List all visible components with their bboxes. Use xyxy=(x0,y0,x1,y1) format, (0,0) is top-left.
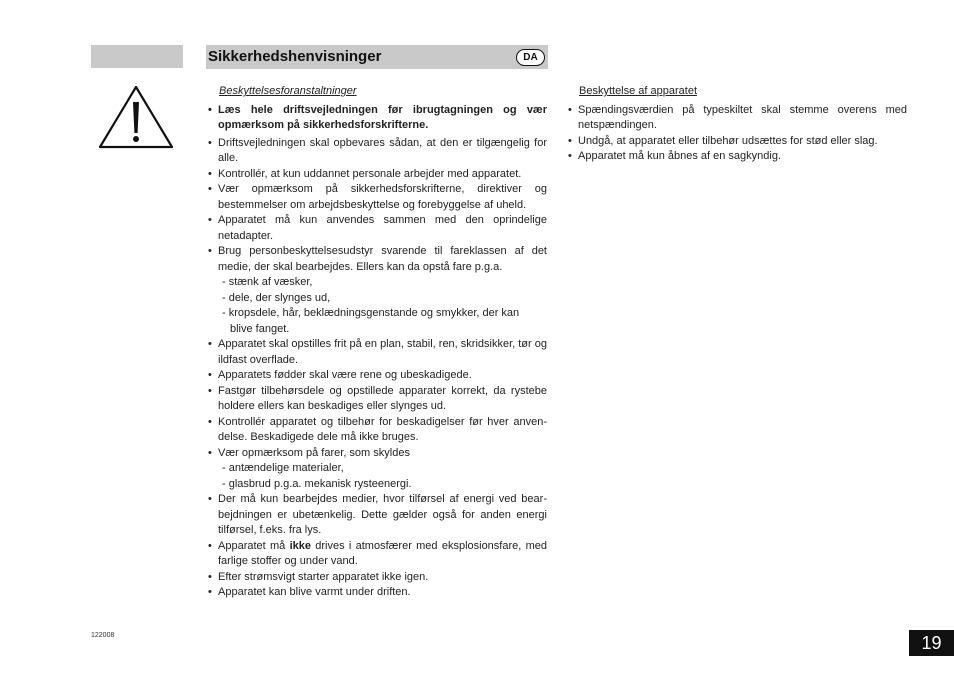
list-item: • Apparatet må kun anvendes sammen med den oprindelige netadapter. xyxy=(206,213,547,244)
dash-item-continuation: blive fanget. xyxy=(230,322,290,335)
list-item: • Efter strømsvigt starter apparatet ikke igen. xyxy=(206,570,547,586)
list-item: • Kontrollér apparatet og tilbehør for beskadigelser før hver anven- delse. Beskadigede dele må ikke bruges. xyxy=(206,415,547,446)
dash-item: - kropsdele, hår, beklædningsgenstande og smykker, der kan xyxy=(222,307,520,319)
list-item: • Apparatets fødder skal være rene og ubeskadigede. xyxy=(206,368,547,384)
list-item: • Læs hele driftsvejledningen før ibrugtagningen og vær opmærksom på sikkerhedsforskrifterne. xyxy=(206,103,547,134)
list-item: • Apparatet må kun åbnes af en sagkyndig. xyxy=(566,149,907,165)
atex-text-before: Apparatet må xyxy=(218,539,290,552)
dash-item: - dele, der slynges ud, xyxy=(222,291,331,304)
list-item: • Kontrollér, at kun uddannet personale arbejder med apparatet. xyxy=(206,167,547,183)
list-item: • Vær opmærksom på farer, som skyldes xyxy=(206,446,547,462)
dash-item: - stænk af væsker, xyxy=(222,276,313,288)
list-item: • Spændingsværdien på typeskiltet skal stemme overens med netspændingen. xyxy=(566,103,907,134)
page-number: 19 xyxy=(909,630,954,656)
subheading-protection-measures: Beskyttelsesforanstaltninger xyxy=(219,85,357,97)
warning-triangle-icon xyxy=(97,84,175,150)
list-item: • Apparatet kan blive varmt under driften. xyxy=(206,585,547,601)
atex-text-bold: ikke xyxy=(289,539,311,552)
list-item-text: Brug personbeskyttelsesudstyr svarende til fareklassen af det medie, der skal bearbejdes. Ellers kan da opstå fare p.g.a. xyxy=(218,245,547,273)
list-item: • Der må kun bearbejdes medier, hvor tilførsel af energi ved bear- bejdningen er ubetænkelig. Dette gælder også for anden energi tilførsel, f.eks. fra lys. xyxy=(206,492,547,539)
list-item: • Apparatet skal opstilles frit på en plan, stabil, ren, skridsikker, tør og ildfast overflade. xyxy=(206,337,547,368)
list-item: • Vær opmærksom på sikkerhedsforskrifterne, direktiver og bestemmelser om arbejdsbeskyttelse og forebyggelse af uheld. xyxy=(206,182,547,213)
right-column xyxy=(566,84,907,165)
device-protection-list xyxy=(566,103,907,165)
dash-group xyxy=(206,461,547,492)
list-item-atex xyxy=(206,539,547,570)
atex-text-after: drives i atmosfærer med eksplosionsfare, med farlige stoffer og under vand. xyxy=(218,539,547,567)
dash-item: - antændelige materialer, xyxy=(222,462,344,474)
safety-list xyxy=(206,103,547,601)
dash-group xyxy=(206,275,547,337)
list-item: • Fastgør tilbehørsdele og opstillede apparater korrekt, da rystebe holdere ellers kan beskadiges eller slynges ud. xyxy=(206,384,547,415)
list-item xyxy=(206,244,547,275)
list-item: • Driftsvejledningen skal opbevares sådan, at den er tilgængelig for alle. xyxy=(206,136,547,167)
section-title: Sikkerhedshenvisninger xyxy=(208,48,382,65)
dash-item: - glasbrud p.g.a. mekanisk rysteenergi. xyxy=(222,477,412,490)
left-column xyxy=(206,84,547,601)
list-item: • Undgå, at apparatet eller tilbehør udsættes for stød eller slag. xyxy=(566,134,907,150)
section-title-bar xyxy=(206,45,548,69)
header-grey-box xyxy=(91,45,183,68)
language-badge: DA xyxy=(516,49,545,66)
dash-item xyxy=(206,322,547,338)
subheading-device-protection: Beskyttelse af apparatet xyxy=(579,85,698,97)
document-code: 122008 xyxy=(91,632,115,639)
